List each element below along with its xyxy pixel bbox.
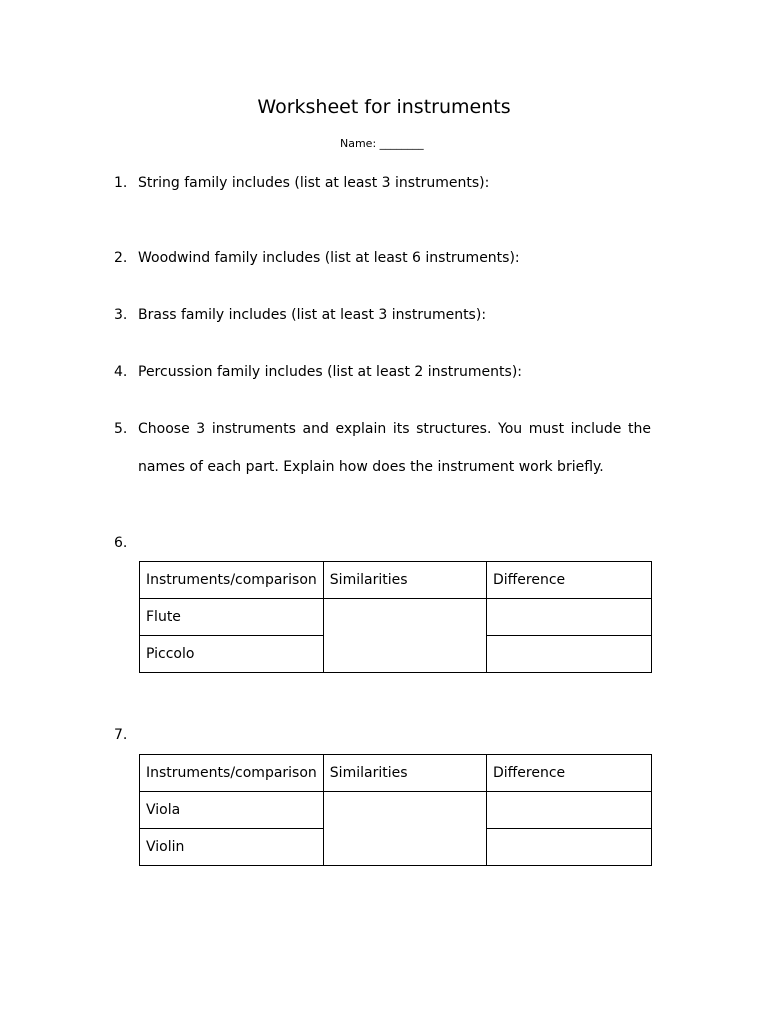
table-header-cell: Instruments/comparison bbox=[140, 755, 324, 792]
similarities-answer-cell[interactable] bbox=[323, 599, 486, 673]
instrument-cell: Flute bbox=[140, 599, 324, 636]
question-number: 2. bbox=[114, 250, 128, 266]
question-text: Woodwind family includes (list at least 6 instruments): bbox=[138, 250, 520, 266]
question-text: Brass family includes (list at least 3 instruments): bbox=[138, 307, 487, 323]
table-header-row bbox=[140, 755, 652, 792]
comparison-table-viola-violin bbox=[139, 754, 652, 866]
table-header-cell: Similarities bbox=[323, 562, 486, 599]
table-header-cell: Similarities bbox=[323, 755, 486, 792]
question-number: 5. bbox=[114, 421, 128, 437]
question-number: 4. bbox=[114, 364, 128, 380]
table-header-row bbox=[140, 562, 652, 599]
question-number: 6. bbox=[114, 535, 128, 551]
question-number: 7. bbox=[114, 727, 128, 743]
question-text: String family includes (list at least 3 instruments): bbox=[138, 175, 490, 191]
name-field-label: Name: ________ bbox=[340, 137, 424, 150]
table-row bbox=[140, 599, 652, 636]
question-number: 3. bbox=[114, 307, 128, 323]
question-number: 1. bbox=[114, 175, 128, 191]
table-header-cell: Difference bbox=[486, 755, 651, 792]
difference-answer-cell[interactable] bbox=[486, 829, 651, 866]
worksheet-title: Worksheet for instruments bbox=[257, 96, 511, 118]
question-text-line: names of each part. Explain how does the instrument work briefly. bbox=[138, 459, 604, 475]
similarities-answer-cell[interactable] bbox=[323, 792, 486, 866]
table-row bbox=[140, 792, 652, 829]
question-text: Percussion family includes (list at least 2 instruments): bbox=[138, 364, 522, 380]
table-header-cell: Instruments/comparison bbox=[140, 562, 324, 599]
question-text-line: Choose 3 instruments and explain its structures. You must include the bbox=[138, 421, 651, 437]
difference-answer-cell[interactable] bbox=[486, 636, 651, 673]
difference-answer-cell[interactable] bbox=[486, 792, 651, 829]
question-text bbox=[138, 419, 651, 477]
difference-answer-cell[interactable] bbox=[486, 599, 651, 636]
instrument-cell: Violin bbox=[140, 829, 324, 866]
comparison-table-flute-piccolo bbox=[139, 561, 652, 673]
instrument-cell: Piccolo bbox=[140, 636, 324, 673]
instrument-cell: Viola bbox=[140, 792, 324, 829]
table-header-cell: Difference bbox=[486, 562, 651, 599]
